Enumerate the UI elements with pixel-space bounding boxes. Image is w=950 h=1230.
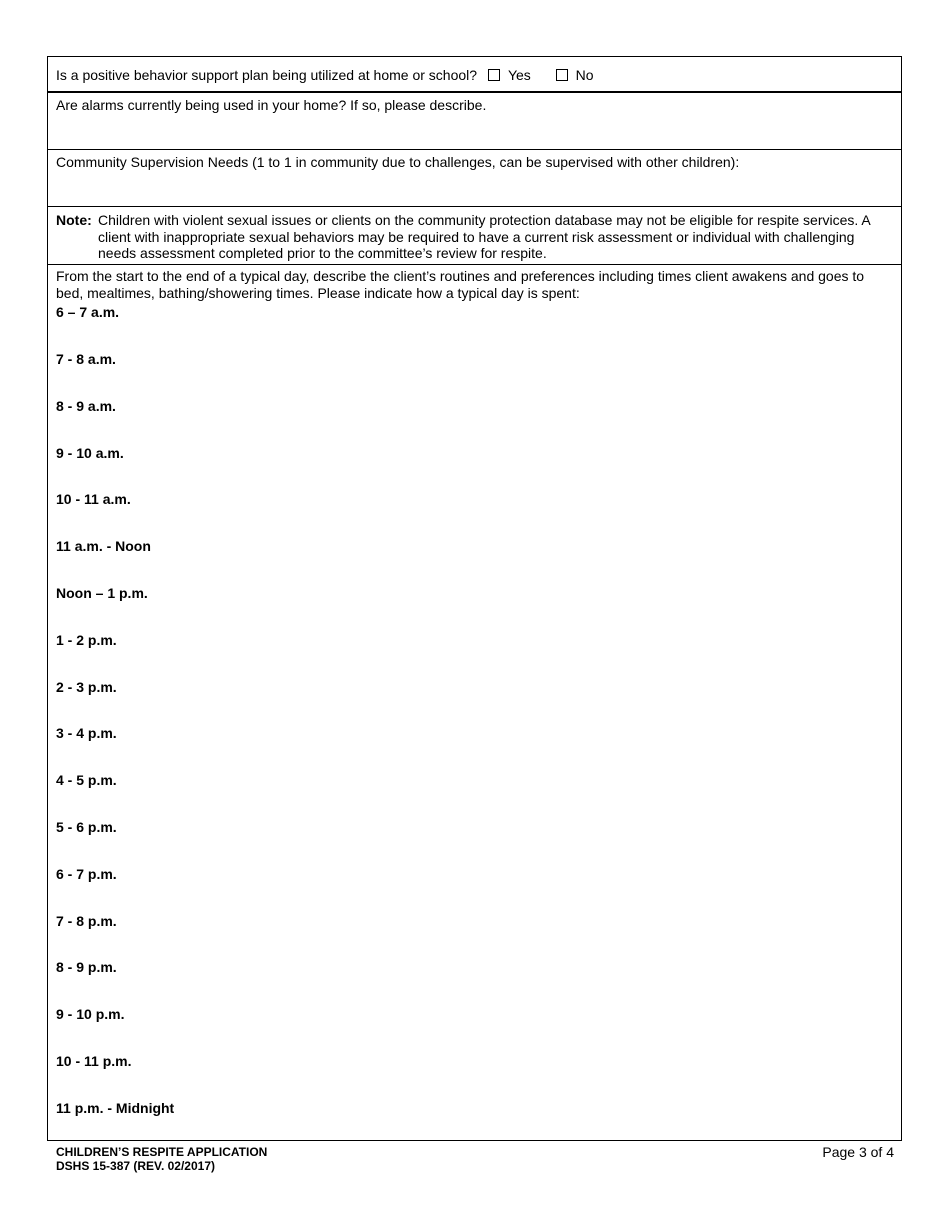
time-slot-label: 10 - 11 a.m. xyxy=(56,491,131,507)
behavior-plan-yes-checkbox[interactable] xyxy=(488,69,500,81)
note-row xyxy=(48,206,901,264)
alarms-row[interactable] xyxy=(48,91,901,149)
form-title: CHILDREN’S RESPITE APPLICATION xyxy=(56,1145,268,1159)
daily-routine-section[interactable] xyxy=(48,264,901,1140)
time-slot-label: 9 - 10 a.m. xyxy=(56,445,124,461)
time-slot-label: 4 - 5 p.m. xyxy=(56,772,117,788)
time-slot-label: 11 p.m. - Midnight xyxy=(56,1100,175,1116)
daily-routine-intro: From the start to the end of a typical day, describe the client’s routines and preferences including times client awakens and goes to bed, mealtimes, bathing/showering times. Please indicate how a typical day is spent: xyxy=(56,268,865,301)
time-slot-label: 8 - 9 a.m. xyxy=(56,398,116,414)
time-slot-label: 8 - 9 p.m. xyxy=(56,959,117,975)
respite-form-page xyxy=(47,56,902,1141)
page-number: Page 3 of 4 xyxy=(822,1144,894,1160)
alarms-question: Are alarms currently being used in your home? If so, please describe. xyxy=(56,97,487,113)
time-slot-label: 11 a.m. - Noon xyxy=(56,538,151,554)
time-slot-label: 10 - 11 p.m. xyxy=(56,1053,132,1069)
time-slot-label: 7 - 8 p.m. xyxy=(56,913,117,929)
note-text: Children with violent sexual issues or clients on the community protection database may not be eligible for respite services. A client with inappropriate sexual behaviors may be required to have a current risk assessment or individual with challenging needs assessment completed prior to the committee’s review for respite. xyxy=(98,212,870,261)
time-slot-label: 9 - 10 p.m. xyxy=(56,1006,125,1022)
note-label: Note: xyxy=(56,212,92,228)
time-slot-label: 2 - 3 p.m. xyxy=(56,679,117,695)
time-slot-label: 6 – 7 a.m. xyxy=(56,304,120,320)
behavior-plan-no-checkbox[interactable] xyxy=(556,69,568,81)
time-slot-label: Noon – 1 p.m. xyxy=(56,585,148,601)
time-slot-label: 1 - 2 p.m. xyxy=(56,632,117,648)
time-slot-label: 7 - 8 a.m. xyxy=(56,351,116,367)
behavior-plan-yes-label: Yes xyxy=(507,67,531,83)
behavior-plan-no-label: No xyxy=(575,67,594,83)
community-supervision-row[interactable] xyxy=(48,149,901,206)
form-number: DSHS 15-387 (REV. 02/2017) xyxy=(56,1159,215,1173)
form-footer-id xyxy=(56,1145,267,1173)
time-slot-label: 6 - 7 p.m. xyxy=(56,866,117,882)
behavior-plan-row xyxy=(48,57,901,92)
community-supervision-question: Community Supervision Needs (1 to 1 in community due to challenges, can be supervised with other children): xyxy=(56,154,740,170)
behavior-plan-question: Is a positive behavior support plan being utilized at home or school? xyxy=(56,67,478,83)
time-slot-label: 3 - 4 p.m. xyxy=(56,725,117,741)
time-slot-label: 5 - 6 p.m. xyxy=(56,819,117,835)
